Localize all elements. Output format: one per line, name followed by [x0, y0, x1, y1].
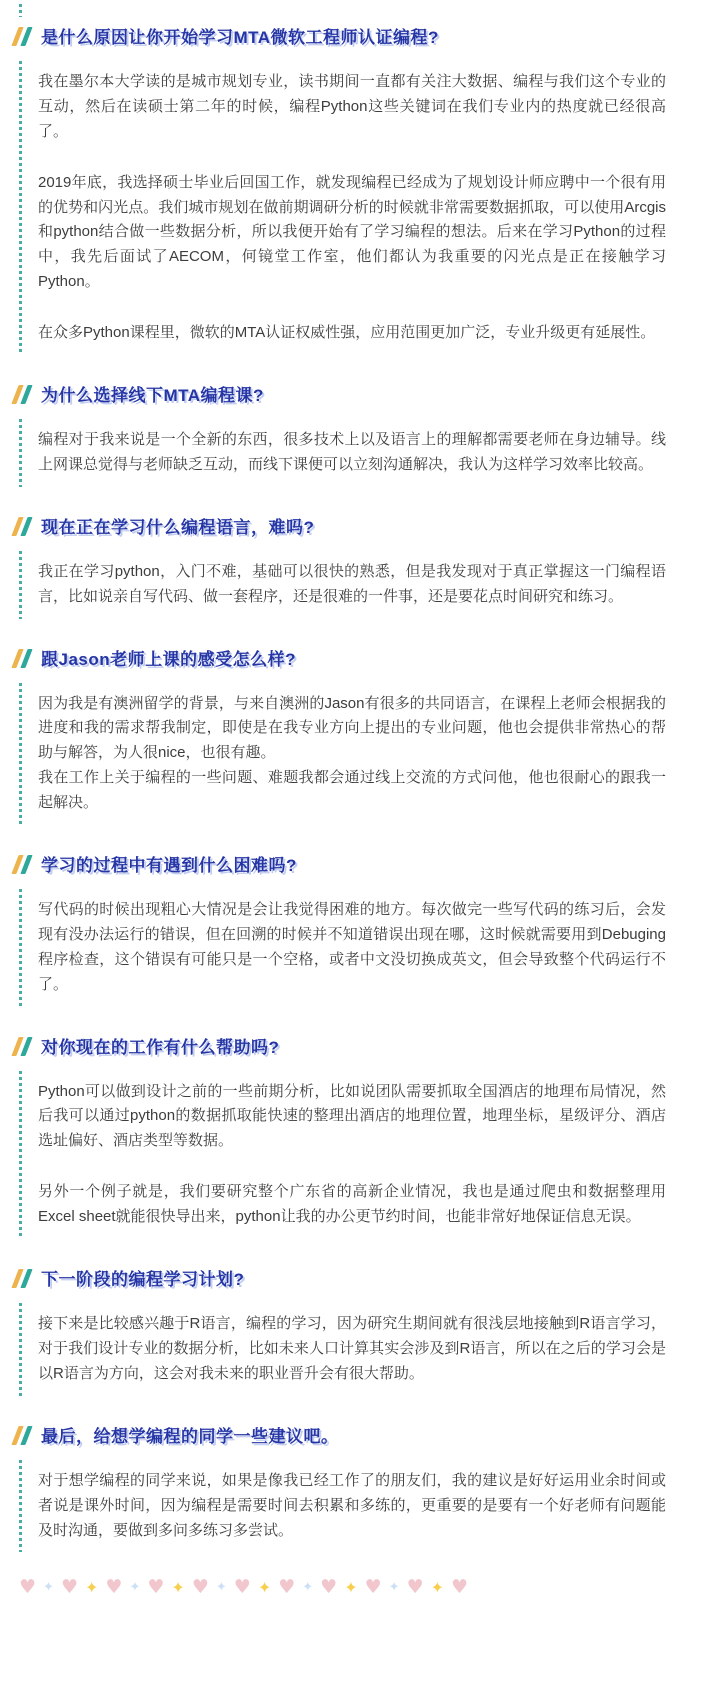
- heart-icon: ♥: [320, 1576, 338, 1599]
- answer-block: [19, 551, 666, 619]
- question-heading: [15, 513, 666, 538]
- question-heading: [15, 1033, 666, 1058]
- answer-block: [19, 1071, 666, 1239]
- heart-icon: ♥: [147, 1576, 165, 1599]
- answer-paragraph: 接下来是比较感兴趣于R语言，编程的学习，因为研究生期间就有很浅层地接触到R语言学习，对于我们设计专业的数据分析，比如未来人口计算其实会涉及到R语言，所以在之后的学习会是以R语言为方向，这会对我未来的职业晋升会有很大帮助。: [38, 1315, 666, 1382]
- answer-paragraph: 对于想学编程的同学来说，如果是像我已经工作了的朋友们，我的建议是好好运用业余时间或者说是课外时间，因为编程是需要时间去积累和多练的，更重要的是要有一个好老师有问题能及时沟通，要做到多问多练习多尝试。: [38, 1471, 666, 1539]
- question-text: 最后，给想学编程的同学一些建议吧。: [41, 1426, 339, 1446]
- answer-paragraph: Python可以做到设计之前的一些前期分析，比如说团队需要抓取全国酒店的地理布局情况，然后我可以通过python的数据抓取能快速的整理出酒店的地理位置，地理坐标，星级评分、酒店选址偏好、酒店类型等数据。: [38, 1082, 666, 1150]
- question-text: 现在正在学习什么编程语言，难吗?: [41, 517, 315, 537]
- heart-icon: ♥: [364, 1576, 382, 1599]
- double-slash-icon: [15, 1426, 29, 1445]
- heart-icon: ♥: [233, 1576, 251, 1599]
- double-slash-icon: [15, 517, 29, 536]
- heart-icon: ♥: [60, 1576, 78, 1599]
- heart-icon: ♥: [19, 1576, 37, 1599]
- sparkle-icon: ✦: [302, 1580, 314, 1596]
- question-text: 跟Jason老师上课的感受怎么样?: [41, 649, 297, 669]
- answer-paragraph: 写代码的时候出现粗心大情况是会让我觉得困难的地方。每次做完一些写代码的练习后，会发现有没办法运行的错误，但在回溯的时候并不知道错误出现在哪，这时候就需要用到Debuging程序检查，这个错误有可能只是一个空格，或者中文没切换成英文，但会导致整个代码运行不了。: [38, 901, 666, 993]
- sparkle-icon: ✦: [43, 1580, 54, 1596]
- answer-block: [19, 683, 666, 825]
- qa-section: [15, 23, 666, 355]
- qa-sections: [15, 23, 666, 1552]
- sparkle-icon: ✦: [388, 1580, 400, 1596]
- sparkle-icon: ✦: [215, 1580, 227, 1596]
- heart-icon: ♥: [105, 1576, 123, 1599]
- question-heading: [15, 645, 666, 670]
- answer-paragraph: 我正在学习python，入门不难，基础可以很快的熟悉，但是我发现对于真正掌握这一门编程语言，比如说亲自写代码、做一套程序，还是很难的一件事，还是要花点时间研究和练习。: [38, 562, 666, 605]
- answer-paragraph: 因为我是有澳洲留学的背景，与来自澳洲的Jason有很多的共同语言，在课程上老师会根据我的进度和我的需求帮我制定，即使是在我专业方向上提出的专业问题，他也会提供非常热心的帮助与解答，为人很nice，也很有趣。 我在工作上关于编程的一些问题、难题我都会通过线上交流的方式问他，他也很耐心的跟我一起解决。: [38, 694, 666, 812]
- question-text: 是什么原因让你开始学习MTA微软工程师认证编程?: [41, 28, 439, 47]
- dotted-line-stub: [19, 4, 22, 17]
- qa-section: [15, 1422, 666, 1553]
- double-slash-icon: [15, 1269, 29, 1288]
- double-slash-icon: [15, 27, 29, 46]
- double-slash-icon: [15, 1037, 29, 1056]
- answer-paragraph: 编程对于我来说是一个全新的东西，很多技术上以及语言上的理解都需要老师在身边辅导。线上网课总觉得与老师缺乏互动，而线下课便可以立刻沟通解决，我认为这样学习效率比较高。: [38, 431, 666, 473]
- sparkle-icon: ✦: [344, 1577, 358, 1597]
- question-heading: [15, 1422, 666, 1447]
- sparkle-icon: ✦: [129, 1580, 141, 1596]
- sparkle-icon: ✦: [171, 1577, 185, 1597]
- heart-icon: ♥: [191, 1576, 209, 1599]
- heart-icon: ♥: [406, 1576, 424, 1599]
- sparkle-icon: ✦: [257, 1577, 272, 1597]
- qa-section: [15, 1033, 666, 1239]
- qa-section: [15, 851, 666, 1007]
- answer-block: [19, 61, 666, 355]
- answer-paragraph: 在众多Python课程里，微软的MTA认证权威性强，应用范围更加广泛，专业升级更有延展性。: [38, 324, 656, 342]
- answer-paragraph: 我在墨尔本大学读的是城市规划专业，读书期间一直都有关注大数据、编程与我们这个专业的互动，然后在读硕士第二年的时候，编程Python这些关键词在我们专业内的热度就已经很高了。: [38, 73, 666, 140]
- question-heading: [15, 851, 666, 876]
- answer-block: [19, 1303, 666, 1396]
- heart-icon: ♥: [451, 1576, 469, 1599]
- double-slash-icon: [15, 855, 29, 874]
- double-slash-icon: [15, 385, 29, 404]
- qa-section: [15, 513, 666, 619]
- question-heading: [15, 1265, 666, 1290]
- question-text: 为什么选择线下MTA编程课?: [41, 386, 264, 406]
- answer-block: [19, 1460, 666, 1553]
- answer-block: [19, 889, 666, 1007]
- question-text: 学习的过程中有遇到什么困难吗?: [41, 856, 297, 876]
- answer-paragraph: 2019年底，我选择硕士毕业后回国工作，就发现编程已经成为了规划设计师应聘中一个很有用的优势和闪光点。我们城市规划在做前期调研分析的时候就非常需要数据抓取，可以使用Arcgis和python结合做一些数据分析，所以我便开始有了学习编程的想法。后来在学习Python的过程中，我先后面试了AECOM，何镜堂工作室，他们都认为我重要的闪光点是正在接触学习Python。: [38, 173, 666, 291]
- heart-icon: ♥: [278, 1576, 296, 1599]
- question-text: 对你现在的工作有什么帮助吗?: [41, 1037, 280, 1057]
- double-slash-icon: [15, 649, 29, 668]
- qa-section: [15, 1265, 666, 1396]
- qa-section: [15, 381, 666, 487]
- question-heading: [15, 23, 666, 48]
- question-heading: [15, 381, 666, 406]
- qa-section: [15, 645, 666, 825]
- hearts-divider: [19, 1578, 666, 1597]
- answer-block: [19, 419, 666, 487]
- answer-paragraph: 另外一个例子就是，我们要研究整个广东省的高新企业情况，我也是通过爬虫和数据整理用Excel sheet就能很快导出来，python让我的办公更节约时间，也能非常好地保证信息无误。: [38, 1183, 666, 1226]
- question-text: 下一阶段的编程学习计划?: [41, 1270, 245, 1290]
- sparkle-icon: ✦: [430, 1577, 445, 1597]
- sparkle-icon: ✦: [85, 1577, 99, 1597]
